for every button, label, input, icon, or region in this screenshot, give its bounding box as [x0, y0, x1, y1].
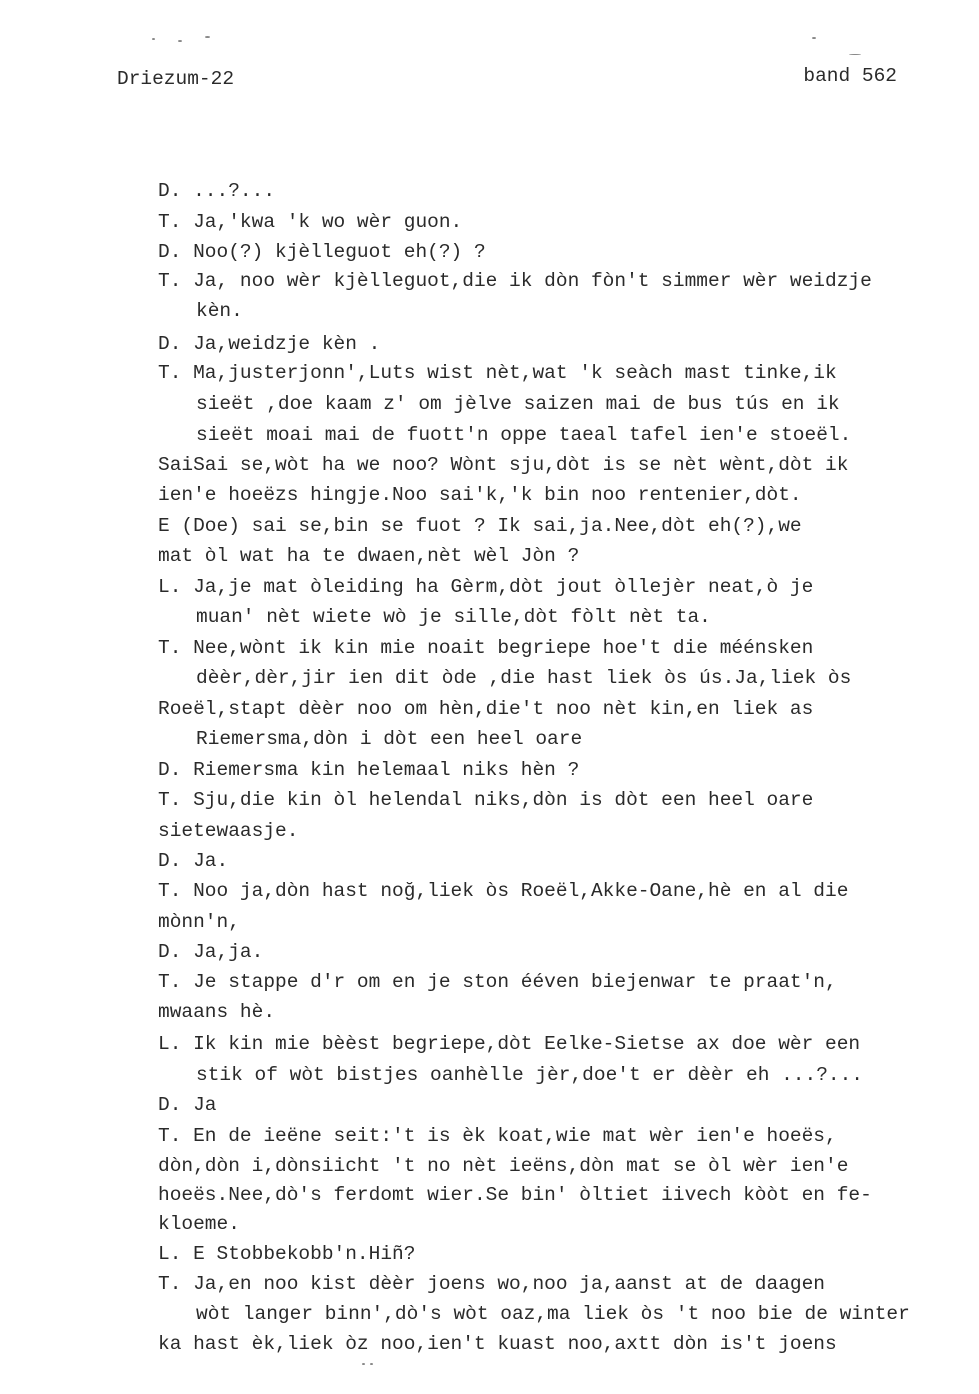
text-line: D. ...?...	[158, 180, 276, 202]
text-line: kèn.	[196, 300, 243, 322]
text-line: D. Ja,weidzje kèn .	[158, 333, 381, 355]
text-line: hoeës.Nee,dò's ferdomt wier.Se bin' òltiet iivech kòòt en fe-	[158, 1184, 872, 1206]
text-line: T. Ja,en noo kist dèèr joens wo,noo ja,aanst at de daagen	[158, 1273, 826, 1295]
text-line: SaiSai se,wòt ha we noo? Wònt sju,dòt is se nèt wènt,dòt ik	[158, 454, 849, 476]
text-line: T. Ja, noo wèr kjèlleguot,die ik dòn fòn't simmer wèr weidzje	[158, 270, 872, 292]
ink-speck	[152, 38, 155, 40]
text-line: L. Ik kin mie bèèst begriepe,dòt Eelke-Sietse ax doe wèr een	[158, 1033, 861, 1055]
text-line: T. Nee,wònt ik kin mie noait begriepe hoe't die méénsken	[158, 637, 814, 659]
ink-speck	[178, 40, 182, 42]
text-line: mònn'n,	[158, 911, 240, 933]
text-line: D. Riemersma kin helemaal niks hèn ?	[158, 759, 580, 781]
text-line: E (Doe) sai se,bin se fuot ? Ik sai,ja.Nee,dòt eh(?),we	[158, 515, 802, 537]
text-line: muan' nèt wiete wò je sille,dòt fòlt nèt ta.	[196, 606, 711, 628]
text-line: D. Ja	[158, 1094, 217, 1116]
text-line: sietewaasje.	[158, 820, 299, 842]
ink-speck	[849, 54, 861, 55]
text-line: T. Noo ja,dòn hast noğ,liek òs Roeël,Akke-Oane,hè en al die	[158, 880, 849, 902]
text-line: kloeme.	[158, 1213, 240, 1235]
ink-speck	[812, 37, 816, 39]
text-line: ka hast èk,liek òz noo,ien't kuast noo,axtt dòn is't joens	[158, 1333, 837, 1355]
document-id: Driezum-22	[117, 68, 235, 90]
text-line: D. Ja,ja.	[158, 941, 264, 963]
text-line: sieët moai mai de fuott'n oppe taeal tafel ien'e stoeël.	[196, 424, 852, 446]
text-line: dèèr,dèr,jir ien dit òde ,die hast liek òs ús.Ja,liek òs	[196, 667, 852, 689]
text-line: L. Ja,je mat òleiding ha Gèrm,dòt jout òllejèr neat,ò je	[158, 576, 814, 598]
text-line: T. Sju,die kin òl helendal niks,dòn is dòt een heel oare	[158, 789, 814, 811]
text-line: stik of wòt bistjes oanhèlle jèr,doe't er dèèr eh ...?...	[196, 1064, 864, 1086]
ink-speck	[362, 1363, 365, 1365]
ink-speck	[205, 36, 210, 38]
text-line: ien'e hoeëzs hingje.Noo sai'k,'k bin noo rentenier,dòt.	[158, 484, 802, 506]
text-line: L. E Stobbekobb'n.Hiñ?	[158, 1243, 416, 1265]
ink-speck	[370, 1363, 373, 1365]
text-line: Riemersma,dòn i dòt een heel oare	[196, 728, 583, 750]
text-line: T. En de ieëne seit:'t is èk koat,wie mat wèr ien'e hoeës,	[158, 1125, 837, 1147]
text-line: Roeël,stapt dèèr noo om hèn,die't noo nèt kin,en liek as	[158, 698, 814, 720]
text-line: D. Noo(?) kjèlleguot eh(?) ?	[158, 241, 486, 263]
text-line: dòn,dòn i,dònsiicht 't no nèt ieëns,dòn mat se òl wèr ien'e	[158, 1155, 849, 1177]
text-line: wòt langer binn',dò's wòt oaz,ma liek òs 't noo bie de winter	[196, 1303, 910, 1325]
band-label: band 562	[803, 65, 897, 87]
text-line: mat òl wat ha te dwaen,nèt wèl Jòn ?	[158, 545, 580, 567]
text-line: mwaans hè.	[158, 1001, 276, 1023]
text-line: T. Je stappe d'r om en je ston ééven biejenwar te praat'n,	[158, 971, 837, 993]
text-line: D. Ja.	[158, 850, 229, 872]
text-line: T. Ma,justerjonn',Luts wist nèt,wat 'k seàch mast tinke,ik	[158, 362, 837, 384]
text-line: T. Ja,'kwa 'k wo wèr guon.	[158, 211, 463, 233]
text-line: sieët ,doe kaam z' om jèlve saizen mai de bus tús en ik	[196, 393, 840, 415]
